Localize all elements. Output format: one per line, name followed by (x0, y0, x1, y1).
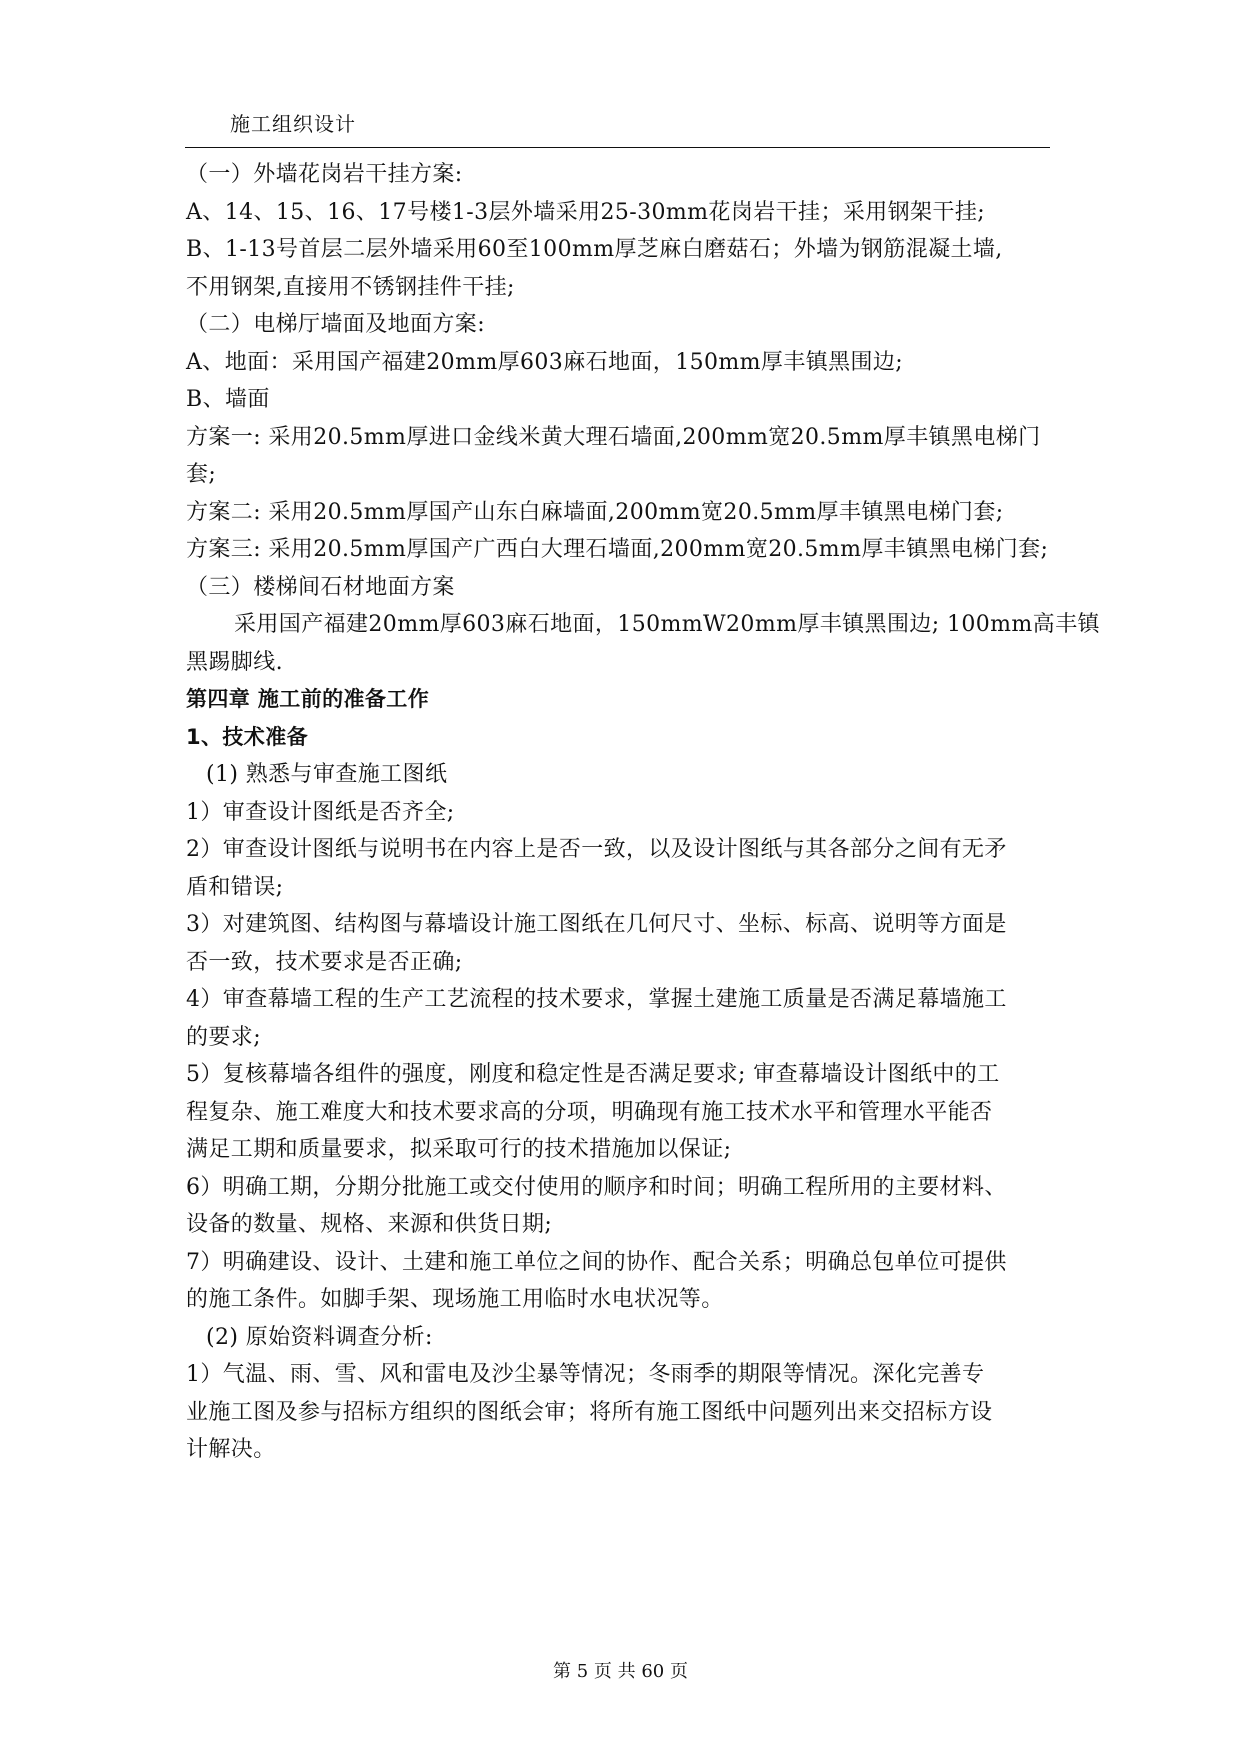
subsection-item: (2) 原始资料调查分析: (206, 1324, 433, 1350)
section-heading: （二）电梯厅墙面及地面方案: (186, 312, 486, 337)
paragraph-line: A、地面：采用国产福建20mm厚603麻石地面，150mm厚丰镇黑围边; (186, 349, 904, 375)
section-heading: （三）楼梯间石材地面方案 (186, 574, 455, 600)
paragraph-line: 套; (186, 462, 217, 487)
paragraph-line: 方案三: 采用20.5mm厚国产广西白大理石墙面,200mm宽20.5mm厚丰镇黑电梯门套; (186, 537, 1049, 562)
chapter-heading: 第四章 施工前的准备工作 (186, 687, 430, 711)
list-item: 的要求; (186, 1024, 262, 1050)
list-item: 2）审查设计图纸与说明书在内容上是否一致，以及设计图纸与其各部分之间有无矛 (186, 837, 1007, 862)
list-item: 7）明确建设、设计、土建和施工单位之间的协作、配合关系；明确总包单位可提供 (186, 1249, 1007, 1275)
list-item: 6）明确工期，分期分批施工或交付使用的顺序和时间；明确工程所用的主要材料、 (186, 1174, 1007, 1200)
paragraph-line: 不用钢架,直接用不锈钢挂件干挂; (186, 274, 515, 300)
list-item: 否一致，技术要求是否正确; (186, 949, 463, 975)
paragraph-line: B、1-13号首层二层外墙采用60至100mm厚芝麻白磨菇石；外墙为钢筋混凝土墙, (186, 237, 1003, 262)
list-item: 3）对建筑图、结构图与幕墙设计施工图纸在几何尺寸、坐标、标高、说明等方面是 (186, 912, 1007, 937)
list-item: 5）复核幕墙各组件的强度，刚度和稳定性是否满足要求; 审查幕墙设计图纸中的工 (186, 1062, 1000, 1087)
page-footer: 第 5 页 共 60 页 (553, 1661, 688, 1682)
list-item: 4）审查幕墙工程的生产工艺流程的技术要求，掌握土建施工质量是否满足幕墙施工 (186, 987, 1007, 1012)
paragraph-line: 方案一: 采用20.5mm厚进口金线米黄大理石墙面,200mm宽20.5mm厚丰镇黑电梯门 (186, 424, 1041, 450)
header-rule (185, 147, 1050, 148)
paragraph-line: A、14、15、16、17号楼1-3层外墙采用25-30mm花岗岩干挂；采用钢架干挂; (186, 199, 986, 225)
running-header: 施工组织设计 (230, 112, 356, 136)
list-item: 计解决。 (186, 1437, 276, 1462)
paragraph-line: 方案二: 采用20.5mm厚国产山东白麻墙面,200mm宽20.5mm厚丰镇黑电梯门套; (186, 499, 1004, 525)
paragraph-line: 采用国产福建20mm厚603麻石地面，150mmW20mm厚丰镇黑围边; 100mm高丰镇 (234, 612, 1100, 637)
list-item: 1）审查设计图纸是否齐全; (186, 799, 455, 825)
list-item: 满足工期和质量要求，拟采取可行的技术措施加以保证; (186, 1137, 732, 1162)
list-item: 盾和错误; (186, 874, 284, 900)
subsection-item: (1) 熟悉与审查施工图纸 (206, 762, 448, 787)
paragraph-line: B、墙面 (186, 387, 270, 412)
body-text (186, 156, 1100, 1469)
section-heading: （一）外墙花岗岩干挂方案: (186, 162, 463, 187)
list-item: 程复杂、施工难度大和技术要求高的分项，明确现有施工技术水平和管理水平能否 (186, 1099, 993, 1125)
paragraph-line: 黑踢脚线. (186, 649, 283, 675)
list-item: 1）气温、雨、雪、风和雷电及沙尘暴等情况；冬雨季的期限等情况。深化完善专 (186, 1362, 985, 1387)
list-item: 的施工条件。如脚手架、现场施工用临时水电状况等。 (186, 1287, 724, 1312)
subsection-heading: 1、技术准备 (186, 724, 309, 749)
list-item: 业施工图及参与招标方组织的图纸会审；将所有施工图纸中问题列出来交招标方设 (186, 1399, 993, 1425)
list-item: 设备的数量、规格、来源和供货日期; (186, 1212, 553, 1237)
